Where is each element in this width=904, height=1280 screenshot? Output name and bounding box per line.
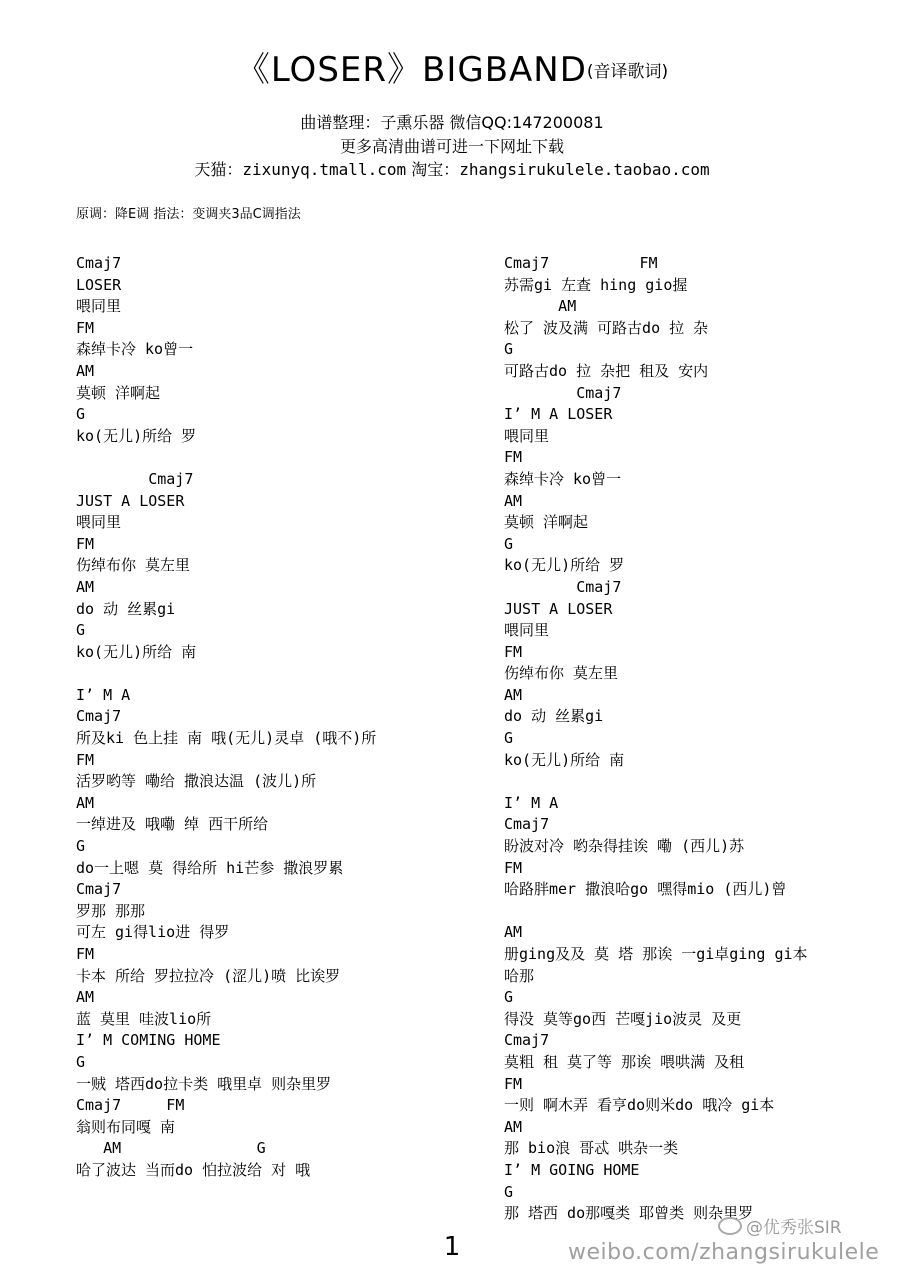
lyric-line: AM bbox=[504, 297, 577, 316]
lyric-line: ko(无儿)所给 罗 bbox=[76, 426, 197, 445]
lyric-line: 莫粗 租 莫了等 那诶 喂哄满 及租 bbox=[504, 1052, 745, 1071]
lyric-line: FM bbox=[504, 642, 523, 661]
lyric-line bbox=[76, 663, 496, 685]
arranger-credit: 曲谱整理：子熏乐器 微信QQ:147200081 bbox=[300, 113, 604, 132]
lyric-line: 卡本 所给 罗拉拉冷 (涩儿)喷 比诶罗 bbox=[76, 966, 341, 985]
lyric-line: FM bbox=[504, 448, 523, 467]
lyric-line: 喂同里 bbox=[76, 513, 122, 532]
watermark-url: weibo.com/zhangsirukulele bbox=[568, 1240, 880, 1265]
lyric-line: G bbox=[76, 621, 86, 640]
lyric-line: JUST A LOSER bbox=[76, 491, 185, 510]
song-title-subtitle: (音译歌词) bbox=[586, 62, 669, 82]
lyric-line: 苏需gi 左查 hing gio握 bbox=[504, 275, 688, 294]
lyric-line: G bbox=[504, 534, 514, 553]
watermark-user-text: @优秀张SIR bbox=[746, 1218, 842, 1238]
lyric-line: Cmaj7 FM bbox=[76, 1096, 185, 1115]
tmall-url: zixunyq.tmall.com bbox=[242, 160, 407, 179]
lyric-line: AM bbox=[76, 793, 95, 812]
taobao-url: zhangsirukulele.taobao.com bbox=[459, 160, 710, 179]
song-title bbox=[0, 42, 904, 91]
lyric-line: AM bbox=[76, 361, 95, 380]
lyric-line: 莫顿 洋啊起 bbox=[504, 513, 589, 532]
lyric-line: 活罗哟等 嘞给 撒浪达温 (波儿)所 bbox=[76, 772, 317, 791]
lyric-line: Cmaj7 bbox=[76, 254, 122, 272]
lyric-line: 那 塔西 do那嘎类 耶曾类 则杂里罗 bbox=[504, 1204, 754, 1223]
lyric-line: 森绰卡冷 ko曾一 bbox=[504, 469, 622, 488]
shop-links bbox=[0, 157, 904, 180]
lyric-line: 伤绰布你 莫左里 bbox=[76, 556, 191, 575]
lyric-line: 所及ki 色上挂 南 哦(无儿)灵卓 (哦不)所 bbox=[76, 729, 377, 748]
lyric-line bbox=[76, 447, 496, 469]
lyric-line: I’ M A LOSER bbox=[504, 405, 613, 424]
lyric-line: JUST A LOSER bbox=[504, 599, 613, 618]
lyric-line: AM bbox=[504, 491, 523, 510]
lyric-line: 哈那 bbox=[504, 966, 535, 985]
lyric-line bbox=[504, 771, 904, 793]
lyric-line: 蓝 莫里 哇波lio所 bbox=[76, 1009, 212, 1028]
lyric-line: Cmaj7 FM bbox=[504, 254, 658, 272]
lyric-line: AM bbox=[504, 1117, 523, 1136]
lyric-line: FM bbox=[504, 858, 523, 877]
lyric-line: Cmaj7 bbox=[76, 469, 194, 488]
lyric-line: G bbox=[76, 405, 86, 424]
lyric-line: FM bbox=[76, 534, 95, 553]
lyric-line: AM bbox=[504, 685, 523, 704]
original-key-info: 原调：降E调 指法：变调夹3品C调指法 bbox=[76, 207, 301, 222]
song-title-main: 《LOSER》BIGBAND bbox=[235, 50, 587, 90]
lyric-line: G bbox=[76, 1052, 86, 1071]
lyric-line: Cmaj7 bbox=[76, 880, 122, 899]
lyric-line: 一则 啊木弄 看亨do则米do 哦冷 gi本 bbox=[504, 1096, 775, 1115]
lyric-line: ko(无儿)所给 南 bbox=[76, 642, 197, 661]
lyric-line: 可左 gi得lio进 得罗 bbox=[76, 923, 230, 942]
download-note: 更多高清曲谱可进一下网址下载 bbox=[339, 137, 564, 156]
taobao-label: 淘宝： bbox=[411, 160, 460, 179]
lyric-line: AM bbox=[76, 988, 95, 1007]
page-number: 1 bbox=[443, 1232, 461, 1262]
lyric-line: Cmaj7 bbox=[504, 815, 550, 834]
lyric-line: ko(无儿)所给 南 bbox=[504, 750, 625, 769]
tmall-label: 天猫： bbox=[194, 160, 243, 179]
lyric-line: 哈了波达 当而do 怕拉波给 对 哦 bbox=[76, 1160, 311, 1179]
lyric-line: 喂同里 bbox=[504, 621, 550, 640]
lyric-line: 那 bio浪 哥忒 哄杂一类 bbox=[504, 1139, 679, 1158]
lyric-line: 松了 波及满 可路古do 拉 杂 bbox=[504, 318, 709, 337]
lyric-line: 翁则布同嘎 南 bbox=[76, 1117, 176, 1136]
lyric-line: I’ M A bbox=[504, 793, 559, 812]
lyric-line: 可路古do 拉 杂把 租及 安内 bbox=[504, 361, 709, 380]
lyric-line: G bbox=[504, 1182, 514, 1201]
lyric-line: do一上嗯 莫 得给所 hi芒参 撒浪罗累 bbox=[76, 858, 344, 877]
lyric-line: FM bbox=[76, 318, 95, 337]
lyrics-column-right bbox=[504, 253, 904, 1225]
lyric-line: Cmaj7 bbox=[504, 577, 622, 596]
lyric-line: 一绰进及 哦嘞 绰 西干所给 bbox=[76, 815, 269, 834]
lyric-line: 哈路胖mer 撒浪哈go 嘿得mio (西儿)曾 bbox=[504, 880, 787, 899]
lyric-line: 喂同里 bbox=[76, 297, 122, 316]
lyric-line: AM bbox=[76, 577, 95, 596]
lyric-line: do 动 丝累gi bbox=[504, 707, 604, 726]
lyric-line: 册ging及及 莫 塔 那诶 一gi卓ging gi本 bbox=[504, 945, 808, 963]
weibo-eye-icon bbox=[718, 1217, 742, 1235]
lyric-line: 盼波对冷 哟杂得挂诶 嘞 (西儿)苏 bbox=[504, 837, 745, 856]
lyric-line: FM bbox=[76, 750, 95, 769]
lyric-line: G bbox=[76, 837, 86, 856]
lyric-line: Cmaj7 bbox=[504, 383, 622, 402]
lyric-line: I’ M A bbox=[76, 685, 131, 704]
lyric-line: AM bbox=[504, 923, 523, 942]
lyric-line: Cmaj7 bbox=[504, 1031, 550, 1050]
lyric-line: FM bbox=[504, 1074, 523, 1093]
lyric-line: 伤绰布你 莫左里 bbox=[504, 664, 619, 683]
lyric-line: G bbox=[504, 340, 514, 359]
lyric-line: Cmaj7 bbox=[76, 707, 122, 726]
lyric-line: 一贼 塔西do拉卡类 哦里卓 则杂里罗 bbox=[76, 1074, 332, 1093]
lyric-line: 喂同里 bbox=[504, 426, 550, 445]
lyric-line: LOSER bbox=[76, 275, 122, 294]
lyric-line: ko(无儿)所给 罗 bbox=[504, 556, 625, 575]
lyric-line: do 动 丝累gi bbox=[76, 599, 176, 618]
lyric-line: 莫顿 洋啊起 bbox=[76, 383, 161, 402]
lyric-line: AM G bbox=[76, 1139, 266, 1158]
lyric-line: I’ M GOING HOME bbox=[504, 1160, 640, 1179]
lyric-line bbox=[504, 901, 904, 923]
lyric-line: FM bbox=[76, 945, 95, 963]
lyric-line: 罗那 那那 bbox=[76, 901, 146, 920]
lyric-line: G bbox=[504, 729, 514, 748]
watermark-user bbox=[718, 1213, 842, 1238]
lyric-line: 得没 莫等go西 芒嘎jio波灵 及更 bbox=[504, 1009, 742, 1028]
lyric-line: I’ M COMING HOME bbox=[76, 1031, 221, 1050]
lyric-line: 森绰卡冷 ko曾一 bbox=[76, 340, 194, 359]
lyric-line: G bbox=[504, 988, 514, 1007]
lyrics-column-left bbox=[76, 253, 496, 1182]
